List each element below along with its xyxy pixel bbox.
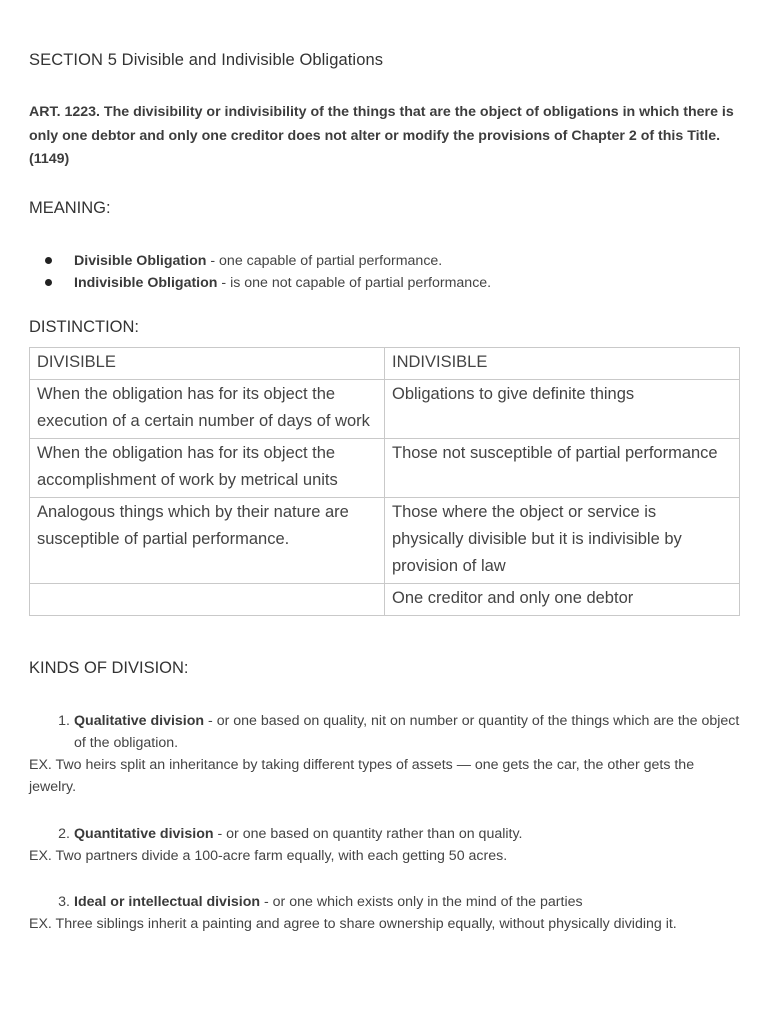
- term-indivisible: Indivisible Obligation: [74, 275, 218, 291]
- definition-indivisible: - is one not capable of partial performance.: [217, 275, 492, 291]
- list-item: [29, 823, 741, 845]
- kinds-heading: KINDS OF DIVISION:: [29, 659, 189, 677]
- table-row: [30, 380, 740, 439]
- bullet-icon: [45, 279, 52, 286]
- term-divisible: Divisible Obligation: [74, 253, 207, 269]
- table-cell: Those where the object or service is physically divisible but it is indivisible by provision of law: [385, 498, 740, 584]
- table-row: [30, 439, 740, 498]
- header-divisible: DIVISIBLE: [30, 348, 385, 380]
- list-item: [29, 710, 741, 754]
- kind-example: EX. Two heirs split an inheritance by taking different types of assets — one gets the car, the other gets the jewelry.: [29, 757, 695, 795]
- meaning-heading: MEANING:: [29, 199, 111, 217]
- bullet-icon: [45, 257, 52, 264]
- table-cell: Obligations to give definite things: [385, 380, 740, 439]
- meaning-list: [29, 250, 491, 294]
- kind-item-ideal: [29, 891, 741, 935]
- list-item: [29, 891, 741, 913]
- kind-description: - or one based on quality, nit on number or quantity of the things which are the object of the obligation.: [74, 713, 740, 751]
- kind-example: EX. Three siblings inherit a painting and agree to share ownership equally, without physically dividing it.: [29, 916, 677, 932]
- item-number: 2.: [58, 826, 70, 842]
- table-cell: Analogous things which by their nature are susceptible of partial performance.: [30, 498, 385, 584]
- kind-term: Ideal or intellectual division: [74, 894, 261, 910]
- table-cell: Those not susceptible of partial performance: [385, 439, 740, 498]
- table-header-row: [30, 348, 740, 380]
- definition-divisible: - one capable of partial performance.: [206, 253, 443, 269]
- table-cell: [30, 584, 385, 616]
- item-number: 3.: [58, 894, 70, 910]
- table-row: [30, 584, 740, 616]
- list-item: [29, 272, 491, 294]
- table-row: [30, 498, 740, 584]
- kind-item-quantitative: [29, 823, 741, 867]
- section-title: SECTION 5 Divisible and Indivisible Obligations: [29, 51, 384, 69]
- kind-item-qualitative: [29, 710, 741, 798]
- table-cell: When the obligation has for its object the accomplishment of work by metrical units: [30, 439, 385, 498]
- kind-example: EX. Two partners divide a 100-acre farm equally, with each getting 50 acres.: [29, 848, 508, 864]
- kind-description: - or one based on quantity rather than on quality.: [213, 826, 523, 842]
- distinction-heading: DISTINCTION:: [29, 318, 139, 336]
- list-item: [29, 250, 491, 272]
- item-number: 1.: [58, 713, 70, 729]
- article-text: ART. 1223. The divisibility or indivisibility of the things that are the object of obligations in which there is only one debtor and only one creditor does not alter or modify the provisions of Chapter 2 of this Title. (1149): [29, 104, 734, 167]
- table-cell: When the obligation has for its object the execution of a certain number of days of work: [30, 380, 385, 439]
- kind-description: - or one which exists only in the mind of the parties: [260, 894, 583, 910]
- header-indivisible: INDIVISIBLE: [385, 348, 740, 380]
- distinction-table: [29, 347, 740, 616]
- kind-term: Quantitative division: [74, 826, 214, 842]
- kind-term: Qualitative division: [74, 713, 205, 729]
- table-cell: One creditor and only one debtor: [385, 584, 740, 616]
